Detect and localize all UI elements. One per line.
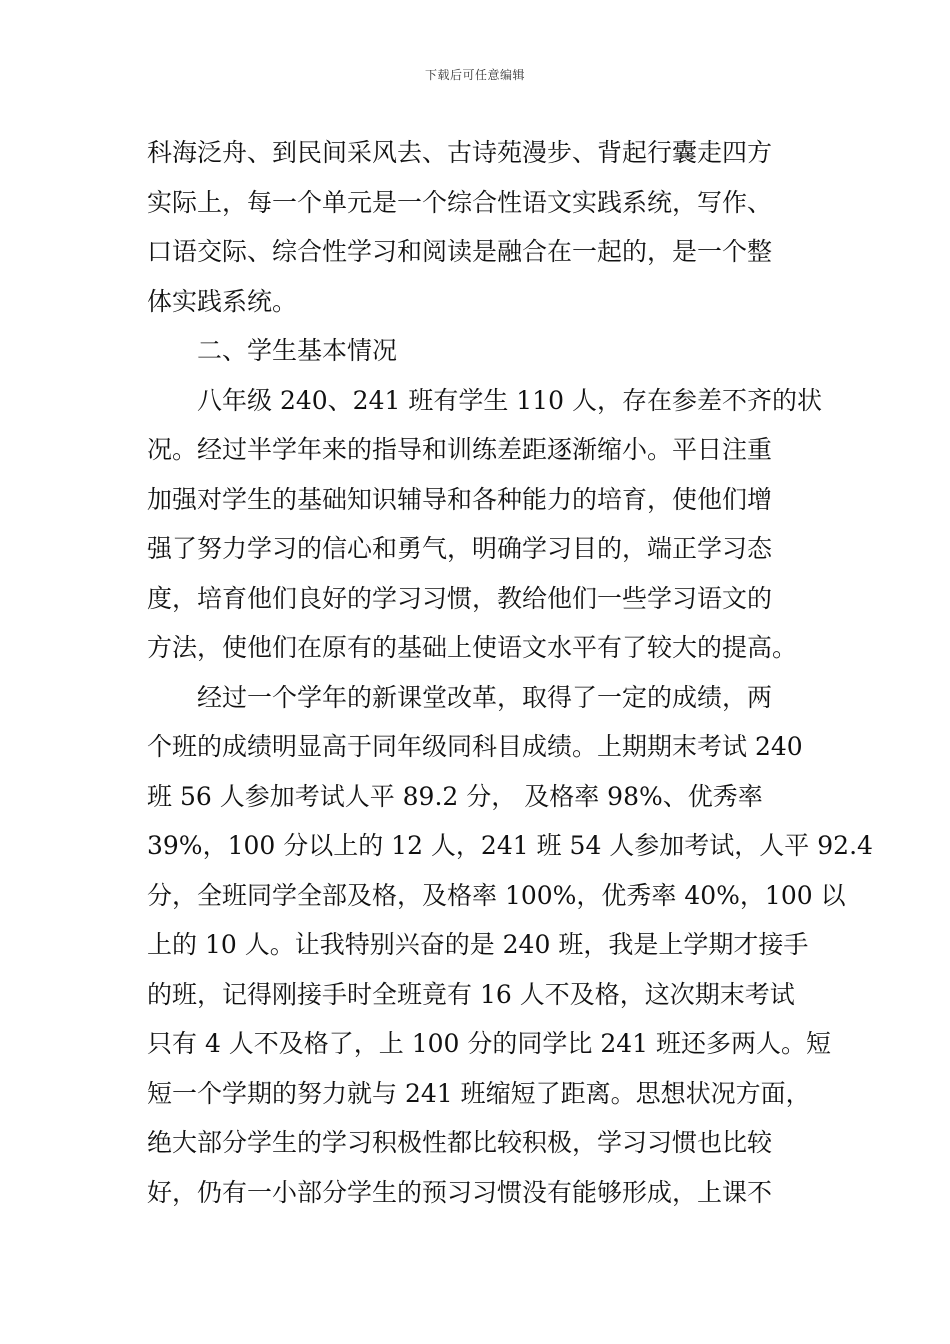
text-line: 个班的成绩明显高于同年级同科目成绩。上期期末考试 240 <box>147 732 803 761</box>
text-line: 39%，100 分以上的 12 人，241 班 54 人参加考试，人平 92.4 <box>147 831 873 860</box>
page-header: 下载后可任意编辑 <box>424 68 525 82</box>
text-line: 班 56 人参加考试人平 89.2 分， 及格率 98%、优秀率 <box>147 781 763 811</box>
text-line: 八年级 240、241 班有学生 110 人，存在参差不齐的状 <box>197 385 822 415</box>
text-line: 科海泛舟、到民间采风去、古诗苑漫步、背起行囊走四方 <box>147 138 773 167</box>
text-line: 好，仍有一小部分学生的预习习惯没有能够形成，上课不 <box>147 1177 773 1207</box>
text-line: 只有 4 人不及格了，上 100 分的同学比 241 班还多两人。短 <box>147 1029 832 1058</box>
text-line: 经过一个学年的新课堂改革，取得了一定的成绩，两 <box>197 682 773 712</box>
text-line: 短一个学期的努力就与 241 班缩短了距离。思想状况方面， <box>147 1078 811 1108</box>
section-heading: 二、学生基本情况 <box>197 336 398 365</box>
text-line: 况。经过半学年来的指导和训练差距逐渐缩小。平日注重 <box>147 435 773 464</box>
text-line: 上的 10 人。让我特别兴奋的是 240 班，我是上学期才接手 <box>147 930 809 959</box>
text-line: 强了努力学习的信心和勇气，明确学习目的，端正学习态 <box>147 534 773 563</box>
text-line: 实际上，每一个单元是一个综合性语文实践系统，写作、 <box>147 187 773 217</box>
document-body <box>147 128 873 1217</box>
text-line: 体实践系统。 <box>147 286 298 316</box>
text-line: 分，全班同学全部及格，及格率 100%，优秀率 40%，100 以 <box>147 880 846 910</box>
text-line: 加强对学生的基础知识辅导和各种能力的培育，使他们增 <box>147 484 773 514</box>
text-line: 口语交际、综合性学习和阅读是融合在一起的，是一个整 <box>147 237 773 266</box>
text-line: 绝大部分学生的学习积极性都比较积极，学习习惯也比较 <box>147 1128 773 1157</box>
text-line: 的班，记得刚接手时全班竟有 16 人不及格，这次期末考试 <box>147 979 795 1009</box>
text-line: 度，培育他们良好的学习习惯，教给他们一些学习语文的 <box>147 583 773 613</box>
text-line: 方法，使他们在原有的基础上使语文水平有了较大的提高。 <box>147 633 798 662</box>
